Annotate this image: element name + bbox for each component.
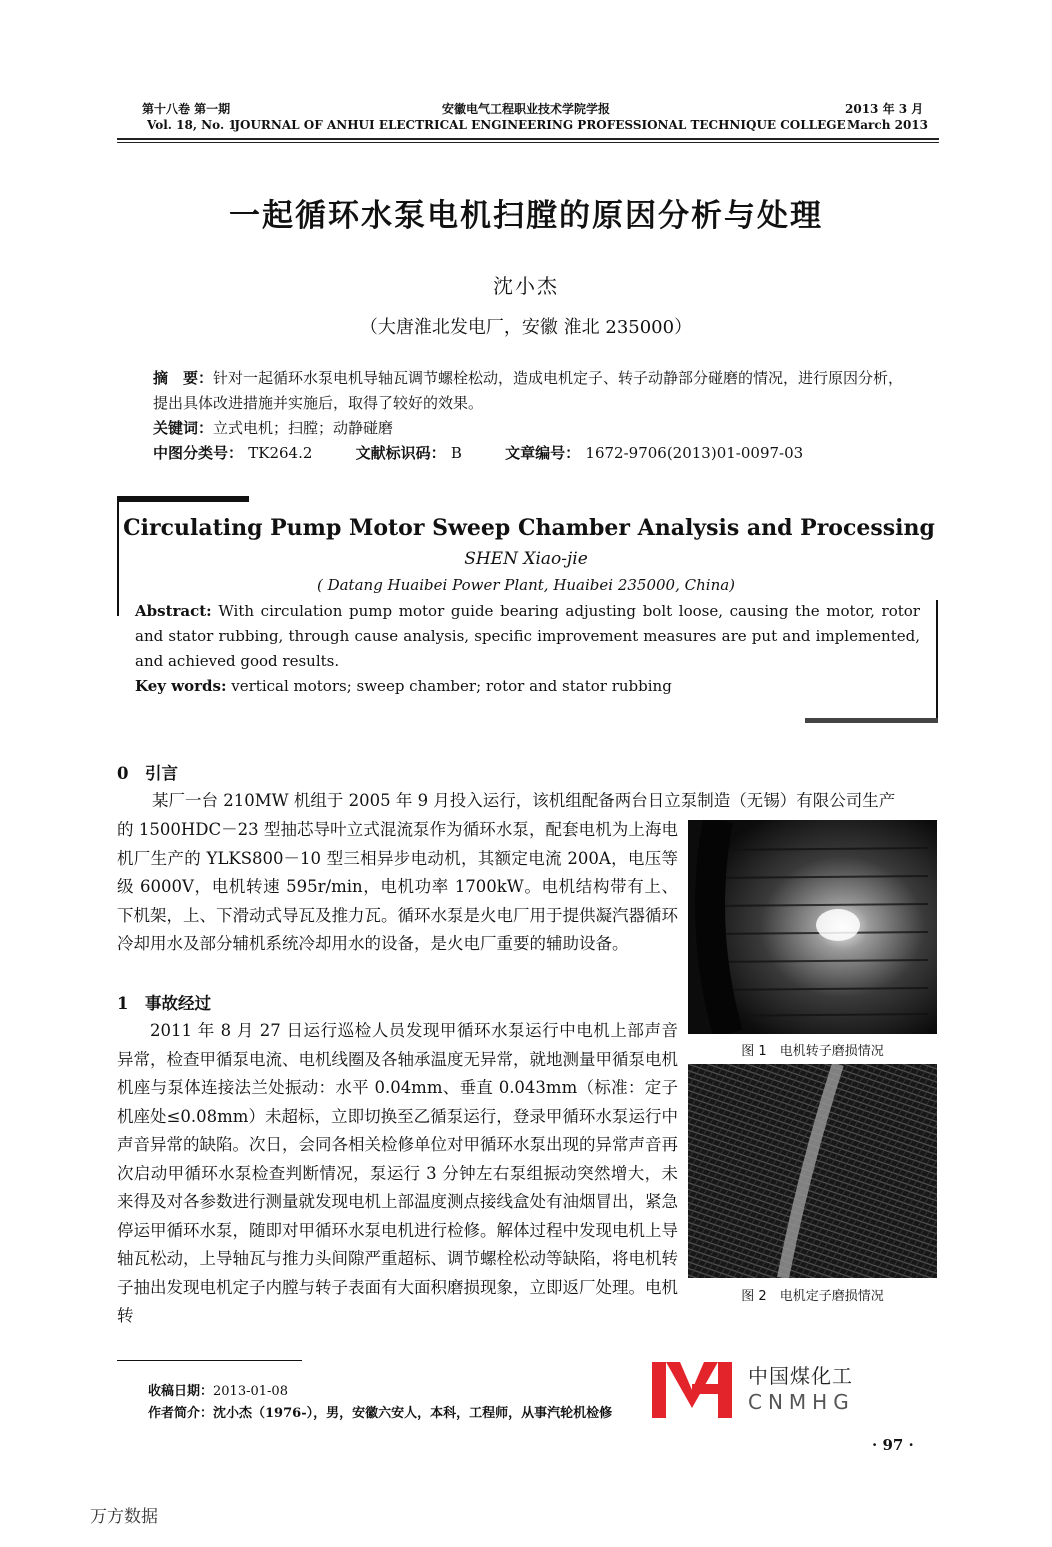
author-cn: 沈小杰 xyxy=(493,274,559,298)
received-label: 收稿日期： xyxy=(148,1384,214,1399)
keywords-cn xyxy=(153,416,913,441)
keywords-en-text: vertical motors; sweep chamber; rotor and stator rubbing xyxy=(231,677,672,695)
header-journal-cn: 安徽电气工程职业技术学院学报 xyxy=(441,102,610,116)
abstract-cn xyxy=(153,366,913,416)
affiliation-en: ( Datang Huaibei Power Plant, Huaibei 235000, China) xyxy=(316,576,736,594)
received-date: 2013-01-08 xyxy=(213,1384,288,1399)
section-0-paragraph: 的 1500HDC－23 型抽芯导叶立式混流泵作为循环水泵，配套电机为上海电机厂生产的 YLKS800－10 型三相异步电动机，其额定电流 200A，电压等级 6000V，电机转速 595r/min，电机功率 1700kW。电机结构带有上、下机架，上、下滑动式导瓦及推力瓦。循环水泵是火电厂用于提供凝汽器循环冷却用水及部分辅机系统冷却用水的设备，是火电厂重要的辅助设备。 xyxy=(117,820,678,953)
section-0-heading: 0 引言 xyxy=(117,764,178,783)
abstract-en xyxy=(135,599,920,674)
bio-text: 沈小杰（1976-），男，安徽六安人，本科，工程师，从事汽轮机检修 xyxy=(213,1406,613,1421)
watermark-en: CNMHG xyxy=(748,1390,855,1414)
keywords-cn-label: 关键词： xyxy=(153,419,214,437)
figure-1-rotor-photo xyxy=(688,820,937,1034)
page-number: · 97 · xyxy=(872,1436,914,1454)
abstract-cn-text: 针对一起循环水泵电机导轴瓦调节螺栓松动，造成电机定子、转子动静部分碰磨的情况，进行原因分析，提出具体改进措施并实施后，取得了较好的效果。 xyxy=(153,369,904,412)
section-1-paragraph: 2011 年 8 月 27 日运行巡检人员发现甲循环水泵运行中电机上部声音异常，检查甲循泵电流、电机线圈及各轴承温度无异常，就地测量甲循泵电机机座与泵体连接法兰处振动：水平 0.04mm、垂直 0.043mm（标准：定子机座处≤0.08mm）未超标，立即切换至乙循泵运行，登录甲循环水泵运行中声音异常的缺陷。次日，会同各相关检修单位对甲循环水泵出现的异常声音再次启动甲循环水泵检查判断情况，泵运行 3 分钟左右泵组振动突然增大，未来得及对各参数进行测量就发现电机上部温度测点接线盒处有油烟冒出，紧急停运甲循环水泵，随即对甲循环水泵电机进行检修。解体过程中发现电机上导轴瓦松动，上导轴瓦与推力头间隙严重超标、调节螺栓松动等缺陷，将电机转子抽出发现电机定子内膛与转子表面有大面积磨损现象，立即返厂处理。电机转 xyxy=(117,1021,678,1325)
figure-1-caption: 图 1 电机转子磨损情况 xyxy=(741,1044,884,1059)
watermark-logo-icon xyxy=(652,1356,742,1418)
section-1-heading: 1 事故经过 xyxy=(117,994,211,1013)
bio-label: 作者简介： xyxy=(148,1406,214,1421)
abstract-en-text: With circulation pump motor guide bearing adjusting bolt loose, causing the motor, rotor and stator rubbing, through cause analysis, specific improvement measures are put and implemented, and achieved good results. xyxy=(135,602,920,670)
abstract-en-label: Abstract: xyxy=(135,602,212,620)
article-title-cn: 一起循环水泵电机扫膛的原因分析与处理 xyxy=(229,198,823,234)
article-title-en: Circulating Pump Motor Sweep Chamber Analysis and Processing xyxy=(123,515,935,541)
header-date-cn: 2013 年 3 月 xyxy=(845,102,924,116)
keywords-cn-text: 立式电机；扫膛；动静碰磨 xyxy=(213,419,394,437)
article-number-label: 文章编号： xyxy=(505,444,581,462)
source-label: 万方数据 xyxy=(90,1507,158,1527)
header-journal-en: JOURNAL OF ANHUI ELECTRICAL ENGINEERING PROFESSIONAL TECHNIQUE COLLEGE xyxy=(234,118,846,132)
figure-2-stator-photo xyxy=(688,1064,937,1278)
box-bottom-right-bar xyxy=(805,718,938,723)
box-top-left-bar xyxy=(117,496,249,502)
header-date-en: March 2013 xyxy=(847,118,928,132)
doc-code-value: B xyxy=(450,444,462,462)
classification-cn xyxy=(153,441,933,466)
doc-code-label: 文献标识码： xyxy=(355,444,446,462)
footnote-rule xyxy=(117,1360,302,1361)
keywords-en xyxy=(135,674,920,699)
watermark-cn: 中国煤化工 xyxy=(748,1364,853,1388)
article-number-value: 1672-9706(2013)01-0097-03 xyxy=(585,444,804,462)
footnote-bio xyxy=(148,1402,612,1421)
header-volume-en: Vol. 18, No. 1 xyxy=(147,118,237,132)
header-rule-thin xyxy=(117,142,939,143)
header-volume-cn: 第十八卷 第一期 xyxy=(142,102,231,116)
author-en: SHEN Xiao-jie xyxy=(464,549,588,569)
affiliation-cn: （大唐淮北发电厂，安徽 淮北 235000） xyxy=(359,317,693,338)
footnote-received xyxy=(148,1380,288,1399)
abstract-cn-label: 摘 要： xyxy=(153,369,214,387)
header-rule-thick xyxy=(117,138,939,140)
clc-label: 中图分类号： xyxy=(153,444,244,462)
keywords-en-label: Key words: xyxy=(135,677,227,695)
figure-2-caption: 图 2 电机定子磨损情况 xyxy=(741,1289,884,1304)
section-0-first-line: 某厂一台 210MW 机组于 2005 年 9 月投入运行，该机组配备两台日立泵制造（无锡）有限公司生产 xyxy=(152,791,896,810)
clc-value: TK264.2 xyxy=(248,444,313,462)
box-right-rule xyxy=(936,600,938,722)
